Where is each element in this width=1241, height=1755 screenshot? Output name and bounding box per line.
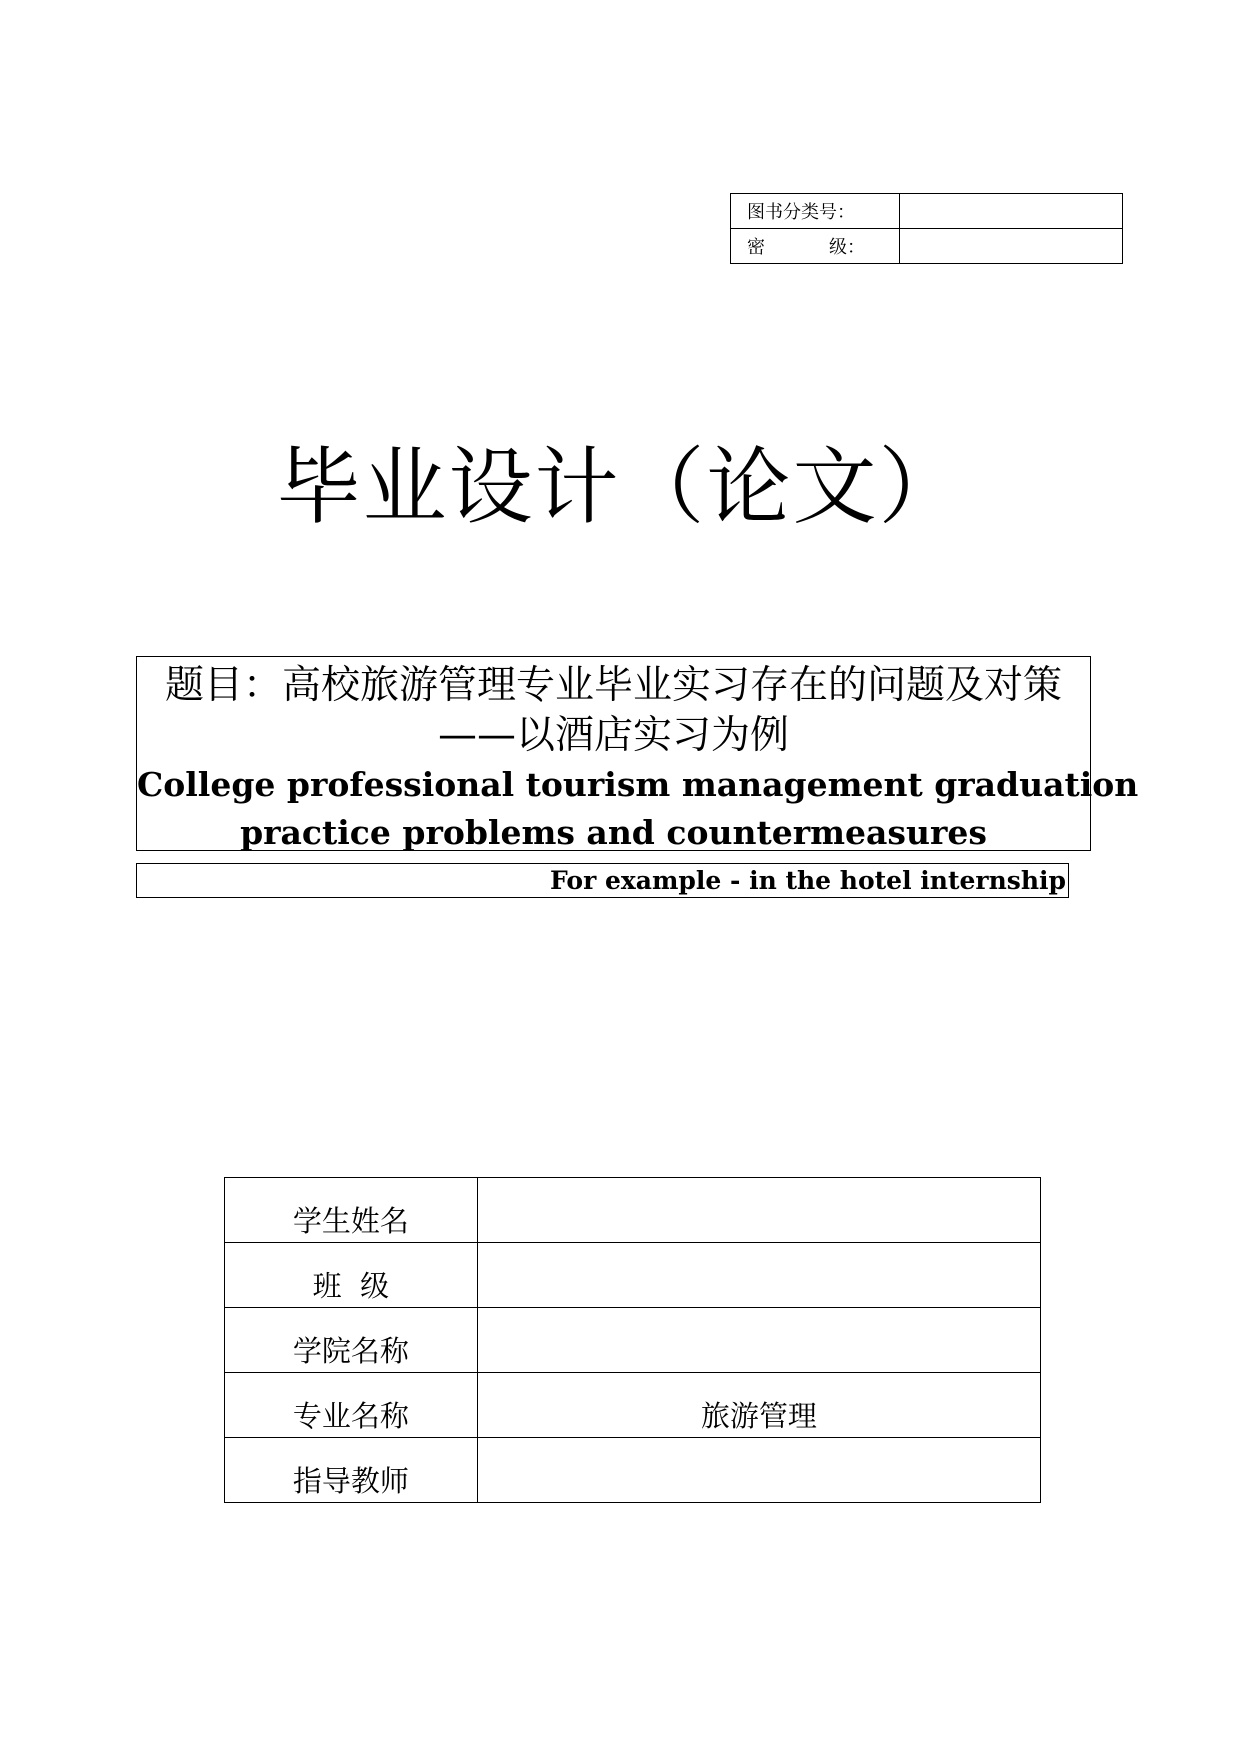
info-label: 学院名称 (225, 1308, 478, 1373)
title-cn-line2: ——以酒店实习为例 (437, 713, 789, 758)
main-title: 毕业设计（论文） (276, 438, 965, 536)
info-row-advisor (225, 1438, 1041, 1503)
secret-level-value (899, 229, 1122, 264)
title-en-line1: College professional tourism management graduation (137, 765, 1139, 804)
info-row-college (225, 1308, 1041, 1373)
info-label: 学生姓名 (225, 1178, 478, 1243)
info-row-student-name (225, 1178, 1041, 1243)
secret-level-row (731, 229, 1123, 264)
info-value (477, 1178, 1040, 1243)
info-row-major (225, 1373, 1041, 1438)
book-class-value (899, 194, 1122, 229)
title-cn-line1: 题目：高校旅游管理专业毕业实习存在的问题及对策 (164, 663, 1062, 708)
title-en-subtitle: For example - in the hotel internship (136, 863, 1069, 898)
info-value (477, 1438, 1040, 1503)
info-value (477, 1243, 1040, 1308)
student-info-table (224, 1177, 1041, 1503)
info-value: 旅游管理 (477, 1373, 1040, 1438)
book-class-row (731, 194, 1123, 229)
thesis-title-box (136, 656, 1139, 852)
info-label: 指导教师 (225, 1438, 478, 1503)
classification-table (730, 193, 1123, 264)
info-label: 专业名称 (225, 1373, 478, 1438)
secret-level-label (747, 233, 865, 259)
book-class-label: 图书分类号： (731, 194, 900, 229)
title-en-line2: practice problems and countermeasures (240, 813, 987, 852)
secret-level-label-right: 级： (829, 237, 865, 258)
info-row-class (225, 1243, 1041, 1308)
info-value (477, 1308, 1040, 1373)
secret-level-label-cell (731, 229, 900, 264)
secret-level-label-left: 密 (747, 237, 765, 258)
info-label: 班 级 (225, 1243, 478, 1308)
